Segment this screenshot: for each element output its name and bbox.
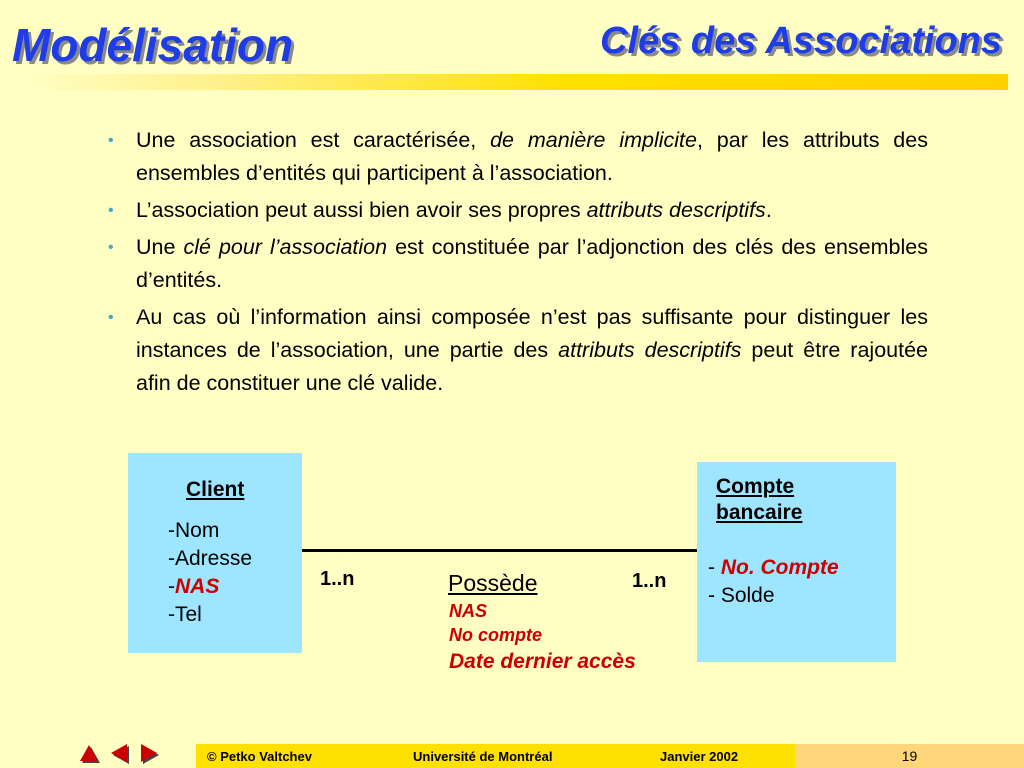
bullet-text-run: . xyxy=(765,198,772,222)
association-key-date: Date dernier accès xyxy=(449,650,636,673)
footer-date: Janvier 2002 xyxy=(660,748,739,764)
bullet-text-run: Une xyxy=(136,235,184,259)
slide-title: Modélisation xyxy=(12,19,294,71)
slide-subtitle: Clés des Associations xyxy=(600,20,1002,62)
association-name: Possède xyxy=(448,570,538,596)
bullet-item xyxy=(104,124,928,190)
bullet-text-run: L’association peut aussi bien avoir ses propres xyxy=(136,198,587,222)
bullet-text xyxy=(136,124,928,190)
client-attr-nom: -Nom xyxy=(168,519,220,542)
bullet-dot-icon: • xyxy=(108,202,114,219)
nav-next-button[interactable] xyxy=(138,742,160,764)
client-attr-adresse: -Adresse xyxy=(168,547,253,570)
bullet-text-run: Au cas où l’information ainsi composée n’est pas suffisante pour distinguer les instances de l’association, une partie des xyxy=(136,305,928,362)
bullet-text-run: , par les attributs des ensembles d’entités qui participent à l’association. xyxy=(136,128,928,185)
bullet-text-run: peut être rajoutée afin de constituer une clé valide. xyxy=(136,338,929,395)
entity-compte-attributes xyxy=(708,554,839,610)
entity-compte-title xyxy=(716,474,802,526)
nav-up-icon xyxy=(80,745,98,761)
client-key-nas: NAS xyxy=(175,575,220,598)
compte-key-no-compte: No. Compte xyxy=(720,556,839,579)
nav-prev-icon xyxy=(111,744,127,762)
page-number: 19 xyxy=(795,744,1024,768)
multiplicity-left: 1..n xyxy=(320,568,355,590)
entity-client-title: Client xyxy=(186,478,245,501)
slide-navigation xyxy=(78,742,160,764)
bullet-text xyxy=(136,301,928,400)
footer-author: © Petko Valtchev xyxy=(207,748,312,764)
client-attr-nas xyxy=(168,573,252,601)
bullet-dot-icon: • xyxy=(108,239,114,256)
compte-attr-no-compte xyxy=(708,554,839,582)
association-key-no-compte: No compte xyxy=(449,625,543,645)
footer-band xyxy=(196,744,795,768)
entity-compte xyxy=(697,462,896,662)
association-key-nas: NAS xyxy=(449,601,488,621)
compte-attr-prefix: - xyxy=(708,556,721,579)
bullet-text xyxy=(136,231,928,297)
bullet-text-run: est constituée par l’adjonction des clés des ensembles d’entités. xyxy=(136,235,928,292)
nav-next-icon xyxy=(141,744,157,762)
compte-attr-solde: - Solde xyxy=(708,584,775,607)
bullet-item xyxy=(104,231,928,297)
footer-university: Université de Montréal xyxy=(413,748,553,764)
association-line xyxy=(302,549,697,552)
bullet-emphasis: attributs descriptifs xyxy=(558,338,742,362)
bullet-text-run: Une association est caractérisée, xyxy=(136,128,491,152)
client-attr-tel: -Tel xyxy=(168,603,202,626)
nav-prev-button[interactable] xyxy=(108,742,130,764)
title-underline-bar xyxy=(24,74,1008,90)
bullet-text xyxy=(136,194,928,227)
bullet-dot-icon: • xyxy=(108,309,114,326)
entity-client-attributes xyxy=(168,517,252,629)
bullet-list xyxy=(104,124,928,404)
bullet-emphasis: de manière implicite xyxy=(490,128,697,152)
bullet-emphasis: clé pour l’association xyxy=(183,235,388,259)
compte-title-line-2: bancaire xyxy=(716,501,803,524)
bullet-dot-icon: • xyxy=(108,132,114,149)
nav-up-button[interactable] xyxy=(78,742,100,764)
bullet-emphasis: attributs descriptifs xyxy=(586,198,766,222)
entity-client xyxy=(128,453,302,653)
bullet-item xyxy=(104,194,928,227)
compte-title-line-1: Compte xyxy=(716,475,795,498)
multiplicity-right: 1..n xyxy=(632,570,667,592)
client-attr-nas-prefix: - xyxy=(168,575,175,598)
bullet-item xyxy=(104,301,928,400)
